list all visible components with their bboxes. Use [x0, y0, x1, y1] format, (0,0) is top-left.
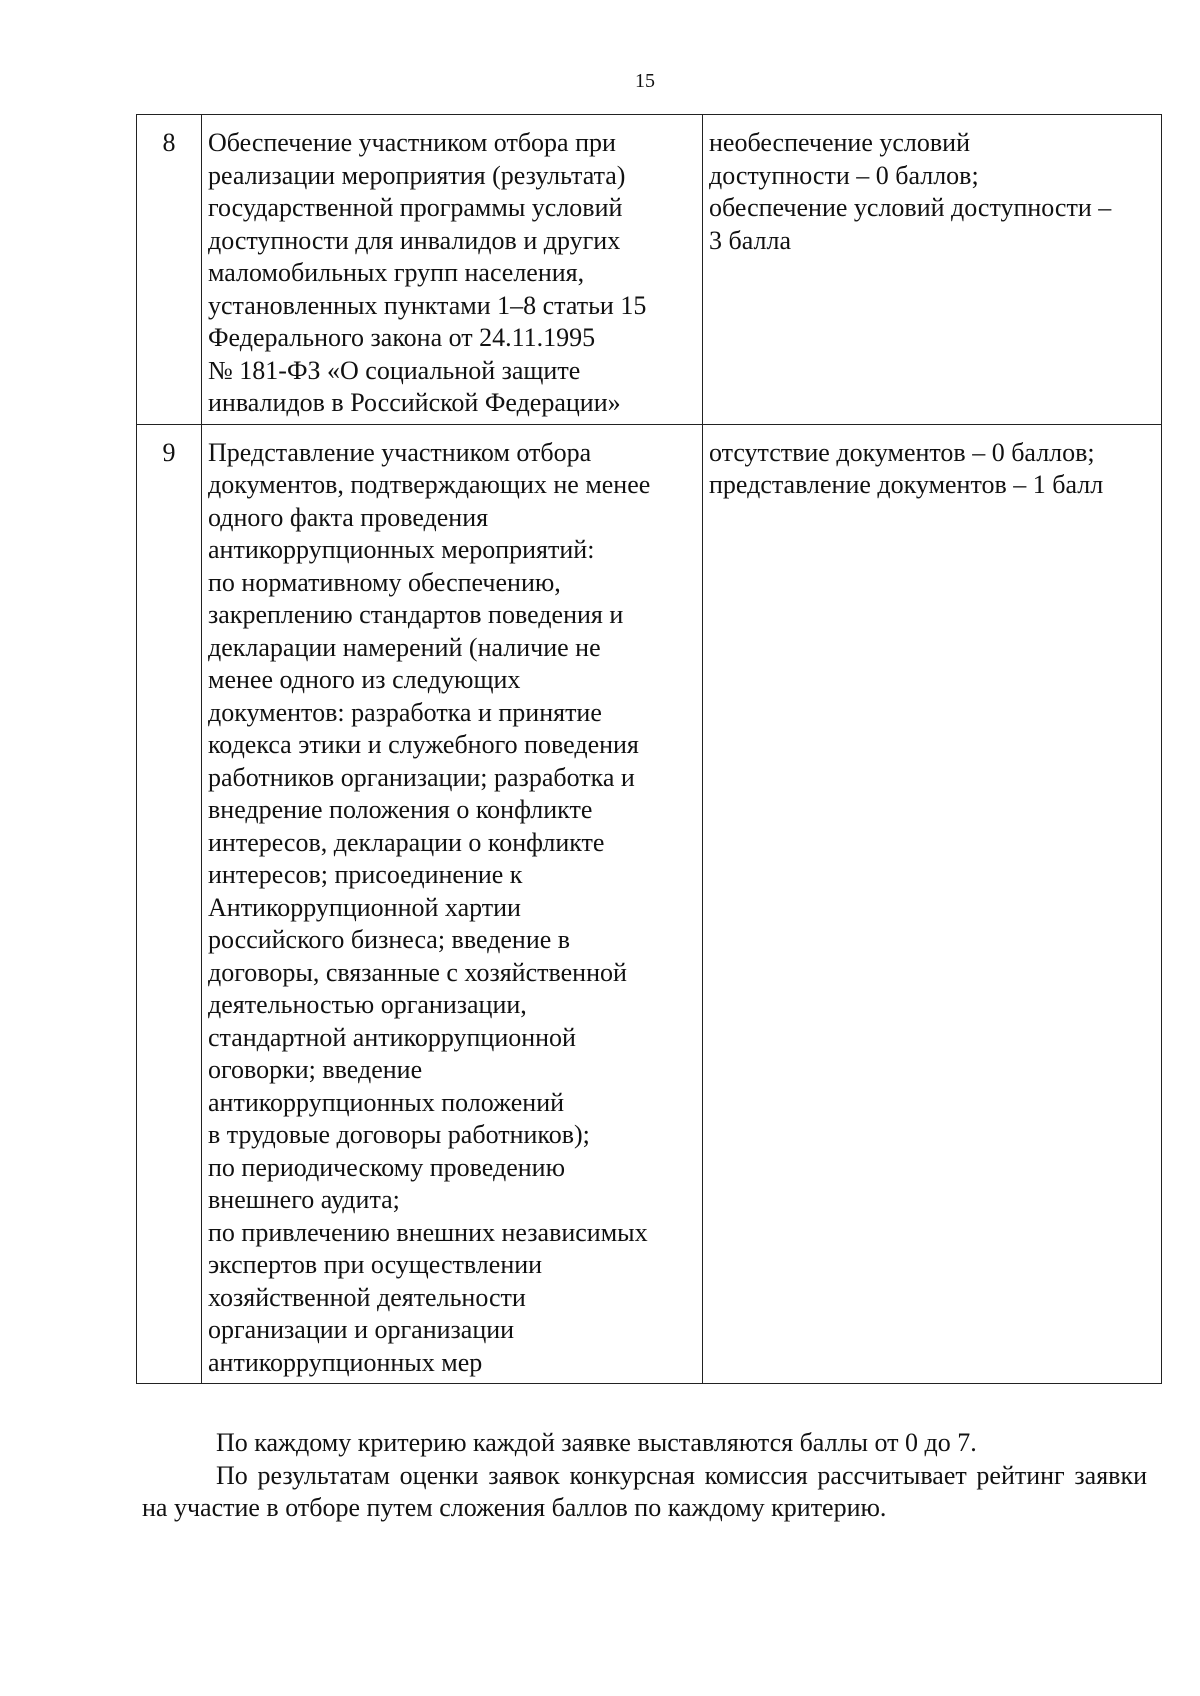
- criterion-line: работников организации; разработка и: [208, 762, 635, 792]
- criterion-line: деятельностью организации,: [208, 990, 527, 1019]
- criterion-line: Представление участником отбора: [208, 437, 592, 467]
- criterion-line: внешнего аудита;: [208, 1185, 400, 1214]
- criterion-line: менее одного из следующих: [208, 665, 521, 694]
- criterion-line: одного факта проведения: [208, 502, 489, 532]
- criterion-line: по привлечению внешних независимых: [208, 1217, 648, 1247]
- criterion-scoring: [703, 115, 1162, 425]
- criterion-line: антикоррупционных мероприятий:: [208, 535, 595, 564]
- paragraph-score-range: По каждому критерию каждой заявке выставляются баллы от 0 до 7.: [216, 1428, 977, 1457]
- criterion-line: Федерального закона от 24.11.1995: [208, 323, 596, 352]
- criterion-line: кодекса этики и служебного поведения: [208, 730, 639, 759]
- criterion-line: маломобильных групп населения,: [208, 258, 585, 287]
- criterion-line: российского бизнеса; введение в: [208, 925, 571, 954]
- criterion-line: внедрение положения о конфликте: [208, 795, 593, 824]
- criterion-line: оговорки; введение: [208, 1055, 423, 1084]
- criterion-line: реализации мероприятия (результата): [208, 160, 626, 190]
- criterion-line: в трудовые договоры работников);: [208, 1120, 590, 1149]
- criterion-line: договоры, связанные с хозяйственной: [208, 957, 627, 987]
- scoring-line: отсутствие документов – 0 баллов;: [709, 437, 1095, 467]
- criterion-line: антикоррупционных мер: [208, 1347, 483, 1377]
- criterion-number: 9: [137, 424, 202, 1384]
- criterion-description: [202, 424, 703, 1384]
- criterion-line: организации и организации: [208, 1315, 515, 1344]
- paragraph-rating-calculation: По результатам оценки заявок конкурсная комиссия рассчитывает рейтинг заявки на участие в отборе путем сложения баллов по каждому критерию.: [142, 1461, 1147, 1522]
- criterion-description: [202, 115, 703, 425]
- criterion-line: по нормативному обеспечению,: [208, 567, 561, 597]
- criterion-line: интересов, декларации о конфликте: [208, 827, 605, 857]
- criterion-line: инвалидов в Российской Федерации»: [208, 388, 621, 417]
- criterion-line: документов: разработка и принятие: [208, 697, 602, 727]
- criterion-line: по периодическому проведению: [208, 1152, 566, 1182]
- criterion-line: доступности для инвалидов и других: [208, 225, 621, 255]
- table-row: [137, 115, 1162, 425]
- criterion-line: № 181-ФЗ «О социальной защите: [208, 355, 581, 385]
- criterion-line: стандартной антикоррупционной: [208, 1022, 576, 1052]
- criteria-table: [136, 114, 1162, 1384]
- scoring-line: обеспечение условий доступности –: [709, 193, 1112, 222]
- table-row: [137, 424, 1162, 1384]
- criterion-line: интересов; присоединение к: [208, 860, 523, 889]
- criterion-line: Антикоррупционной хартии: [208, 892, 521, 922]
- page-number: 15: [635, 70, 655, 92]
- scoring-line: необеспечение условий: [709, 128, 970, 157]
- criterion-number: 8: [137, 115, 202, 425]
- criteria-table-body: [137, 115, 1162, 1384]
- criterion-line: экспертов при осуществлении: [208, 1250, 543, 1279]
- scoring-line: представление документов – 1 балл: [709, 470, 1104, 499]
- scoring-line: доступности – 0 баллов;: [709, 160, 979, 190]
- criterion-line: Обеспечение участником отбора при: [208, 128, 616, 157]
- criterion-line: установленных пунктами 1–8 статьи 15: [208, 290, 647, 320]
- criterion-line: государственной программы условий: [208, 193, 623, 222]
- scoring-line: 3 балла: [709, 225, 791, 255]
- criterion-line: декларации намерений (наличие не: [208, 632, 601, 662]
- criterion-scoring: [703, 424, 1162, 1384]
- criterion-line: хозяйственной деятельности: [208, 1282, 526, 1312]
- criterion-line: закреплению стандартов поведения и: [208, 600, 624, 629]
- criterion-line: антикоррупционных положений: [208, 1087, 565, 1117]
- criterion-line: документов, подтверждающих не менее: [208, 470, 651, 499]
